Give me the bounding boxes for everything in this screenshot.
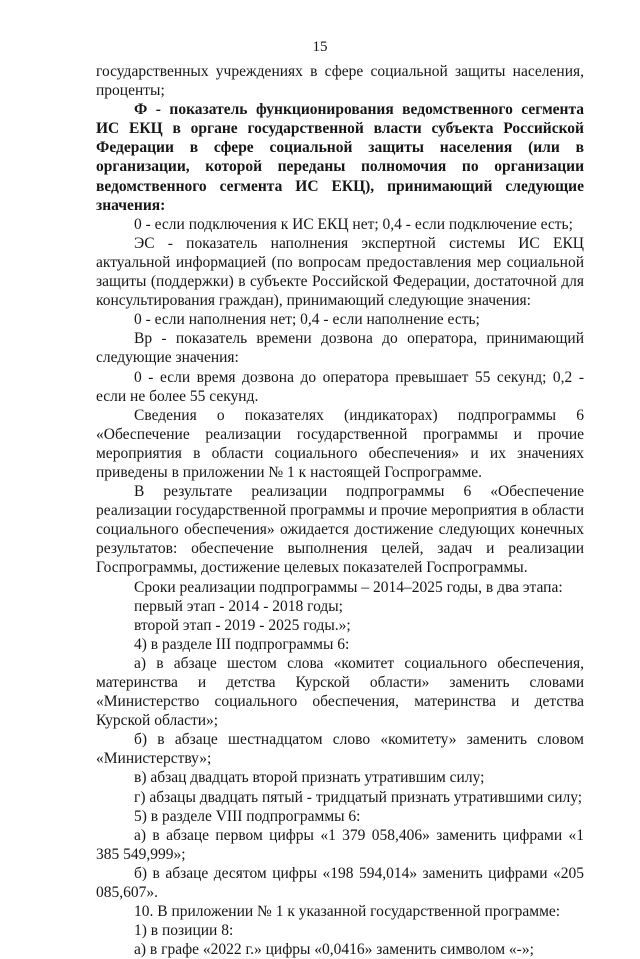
paragraph-f-indicator: Ф - показатель функционирования ведомственного сегмента ИС ЕКЦ в органе государственной власти субъекта Российской Федерации в сфере социальной защиты населения (или в организации, которой переданы полномочия по организации ведомственного сегмента ИС ЕКЦ), принимающий следующие значения: [96,101,584,214]
paragraph-item-4: 4) в разделе III подпрограммы 6: [134,635,350,653]
paragraph-terms: Сроки реализации подпрограммы – 2014–2025 годы, в два этапа: [134,578,563,596]
paragraph-continuation: государственных учреждениях в сфере социальной защиты населения, проценты; [96,63,584,100]
paragraph-item-4g: г) абзацы двадцать пятый - тридцатый признать утратившими силу; [134,788,583,806]
paragraph-vr-indicator: Вр - показатель времени дозвона до оператора, принимающий следующие значения: [96,330,584,367]
paragraph-vr-values: 0 - если время дозвона до оператора превышает 55 секунд; 0,2 - если не более 55 секунд. [96,368,584,405]
paragraph-results: В результате реализации подпрограммы 6 «Обеспечение реализации государственной программы и прочие мероприятия в области социального обеспечения» ожидается достижение следующих конечных результатов: обеспечение выполнения целей, задач и реализации Госпрограммы, достижение целевых показателей Госпрограммы. [96,483,584,577]
paragraph-item-4a: а) в абзаце шестом слова «комитет социального обеспечения, материнства и детства Курской области» заменить словами «Министерство социального обеспечения, материнства и детства Курской области»; [96,654,584,730]
paragraph-item-5a: а) в абзаце первом цифры «1 379 058,406» заменить цифрами «1 385 549,999»; [96,826,584,863]
paragraph-item-4b: б) в абзаце шестнадцатом слово «комитету» заменить словом «Министерству»; [96,731,584,768]
paragraph-stage-one: первый этап - 2014 - 2018 годы; [134,597,343,615]
paragraph-item-10: 10. В приложении № 1 к указанной государственной программе: [134,903,561,921]
paragraph-es-indicator: ЭС - показатель наполнения экспертной системы ИС ЕКЦ актуальной информацией (по вопросам предоставления мер социальной защиты (поддержки) в субъекте Российской Федерации, достаточной для консультирования граждан), принимающий следующие значения: [96,234,584,310]
paragraph-item-5: 5) в разделе VIII подпрограммы 6: [134,807,361,825]
paragraph-item-4v: в) абзац двадцать второй признать утратившим силу; [134,769,485,787]
paragraph-stage-two: второй этап - 2019 - 2025 годы.»; [134,616,351,634]
paragraph-es-values: 0 - если наполнения нет; 0,4 - если наполнение есть; [134,311,480,329]
paragraph-indicators-info: Сведения о показателях (индикаторах) подпрограммы 6 «Обеспечение реализации государственной программы и прочие мероприятия в области социального обеспечения» и их значениях приведены в приложении № 1 к настоящей Госпрограмме. [96,406,584,481]
paragraph-item-10-1a: а) в графе «2022 г.» цифры «0,0416» заменить символом «-»; [134,941,534,959]
body-text [96,62,584,959]
paragraph-item-10-1: 1) в позиции 8: [134,922,234,940]
paragraph-item-5b: б) в абзаце десятом цифры «198 594,014» заменить цифрами «205 085,607». [96,864,584,902]
paragraph-f-values: 0 - если подключения к ИС ЕКЦ нет; 0,4 - если подключение есть; [134,215,573,233]
page-number: 15 [312,39,328,55]
